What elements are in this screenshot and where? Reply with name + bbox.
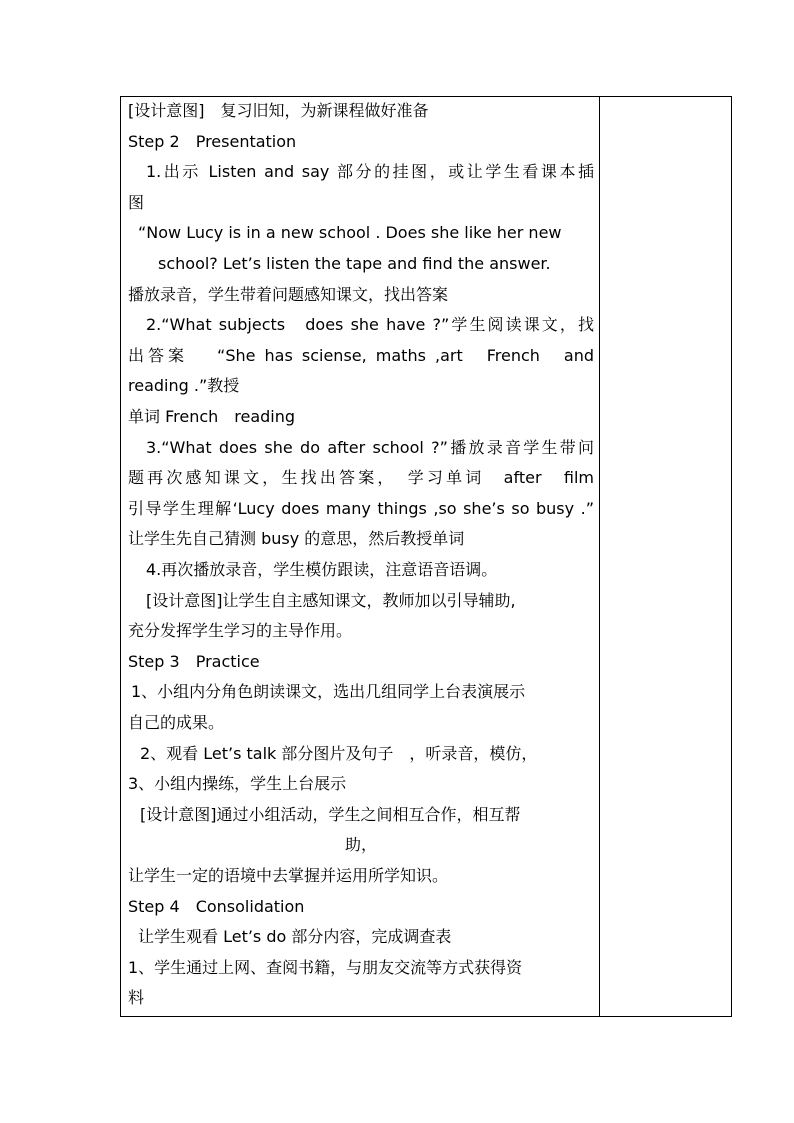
step2-item2-line3: reading .”教授 bbox=[128, 376, 240, 396]
notes-cell bbox=[601, 97, 731, 1016]
step3-heading: Step 3 Practice bbox=[128, 651, 260, 671]
step2-item1-line2: 图 bbox=[128, 192, 145, 212]
step2-item4: 4.再次播放录音，学生模仿跟读，注意语音语调。 bbox=[146, 560, 498, 579]
step3-item3: 3、小组内操练，学生上台展示 bbox=[128, 774, 347, 794]
step2-item2-line2: 出答案 “She has sciense, maths ,art French and bbox=[128, 345, 594, 365]
design-intent-step3-line2: 助， bbox=[344, 835, 377, 855]
step2-item3-line3: 引导学生理解‘Lucy does many things ,so she’s so busy .” bbox=[128, 498, 594, 518]
step2-item1-line1: 1.出示 Listen and say 部分的挂图，或让学生看课本插 bbox=[146, 162, 594, 182]
story-question-line1: “Now Lucy is in a new school . Does she like her new bbox=[138, 223, 562, 243]
step3-item1-line2: 自己的成果。 bbox=[128, 713, 225, 732]
step3-item1-line1: 1、小组内分角色朗读课文，选出几组同学上台表演展示 bbox=[131, 682, 526, 702]
step2-item3-line1: 3.“What does she do after school ?”播放录音学生带问 bbox=[146, 437, 594, 457]
play-recording-line: 播放录音，学生带着问题感知课文，找出答案 bbox=[128, 284, 449, 304]
step4-intro: 让学生观看 Let’s do 部分内容，完成调查表 bbox=[138, 927, 452, 947]
step3-item2: 2、观看 Let’s talk 部分图片及句子 ，听录音，模仿， bbox=[140, 743, 538, 763]
step4-item1-line2: 料 bbox=[128, 988, 145, 1008]
design-intent-step3-line1: [设计意图]通过小组活动，学生之间相互合作，相互帮 bbox=[140, 804, 521, 824]
step4-item1-line1: 1、学生通过上网、查阅书籍，与朋友交流等方式获得资 bbox=[128, 957, 523, 977]
design-intent-step3-line3: 让学生一定的语境中去掌握并运用所学知识。 bbox=[128, 866, 449, 885]
lesson-content-cell bbox=[128, 96, 594, 1017]
column-divider bbox=[599, 96, 600, 1017]
design-intent-step2-line1: [设计意图]让学生自主感知课文，教师加以引导辅助, bbox=[146, 590, 516, 610]
story-question-line2: school? Let’s listen the tape and find the answer. bbox=[158, 254, 551, 273]
design-intent-step2-line2: 充分发挥学生学习的主导作用。 bbox=[128, 621, 353, 641]
design-intent-review-line: [设计意图] 复习旧知，为新课程做好准备 bbox=[128, 101, 429, 120]
step2-item2-line1: 2.“What subjects does she have ?”学生阅读课文，找 bbox=[146, 315, 594, 335]
step4-heading: Step 4 Consolidation bbox=[128, 896, 305, 916]
step2-heading: Step 2 Presentation bbox=[128, 131, 297, 151]
step2-item3-line2: 题再次感知课文，生找出答案， 学习单词 after film bbox=[128, 468, 594, 488]
step2-item3-line4: 让学生先自己猜测 busy 的意思，然后教授单词 bbox=[128, 529, 465, 549]
vocabulary-line: 单词 French reading bbox=[128, 407, 296, 426]
